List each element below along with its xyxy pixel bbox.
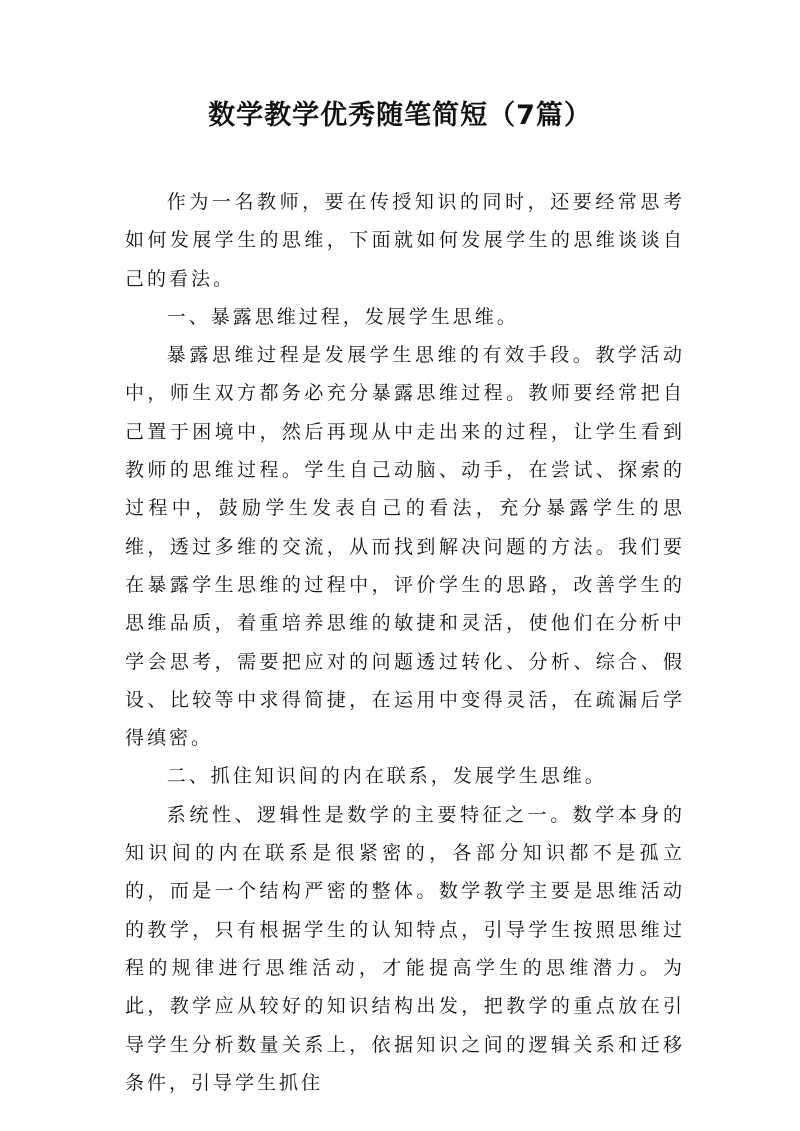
document-title: 数学教学优秀随笔简短（7篇） <box>208 100 592 131</box>
section-2-paragraph: 系统性、逻辑性是数学的主要特征之一。数学本身的知识间的内在联系是很紧密的，各部分知识都不是孤立的，而是一个结构严密的整体。数学教学主要是思维活动的教学，只有根据学生的认知特点，引导学生按照思维过程的规律进行思维活动，才能提高学生的思维潜力。为此，教学应从较好的知识结构出发，把教学的重点放在引导学生分析数量关系上，依据知识之间的逻辑关系和迁移条件，引导学生抓住 <box>125 803 685 1094</box>
section-heading-1: 一、暴露思维过程，发展学生思维。 <box>166 305 519 328</box>
document-body <box>125 183 685 1102</box>
section-heading-2: 二、抓住知识间的内在联系，发展学生思维。 <box>166 765 607 788</box>
section-1-paragraph: 暴露思维过程是发展学生思维的有效手段。教学活动中，师生双方都务必充分暴露思维过程。教师要经常把自己置于困境中，然后再现从中走出来的过程，让学生看到教师的思维过程。学生自己动脑、动手，在尝试、探索的过程中，鼓励学生发表自己的看法，充分暴露学生的思维，透过多维的交流，从而找到解决问题的方法。我们要在暴露学生思维的过程中，评价学生的思路，改善学生的思维品质，着重培养思维的敏捷和灵活，使他们在分析中学会思考，需要把应对的问题透过转化、分析、综合、假设、比较等中求得简捷，在运用中变得灵活，在疏漏后学得缜密。 <box>125 344 685 750</box>
intro-paragraph: 作为一名教师，要在传授知识的同时，还要经常思考如何发展学生的思维，下面就如何发展学生的思维谈谈自己的看法。 <box>125 191 685 290</box>
